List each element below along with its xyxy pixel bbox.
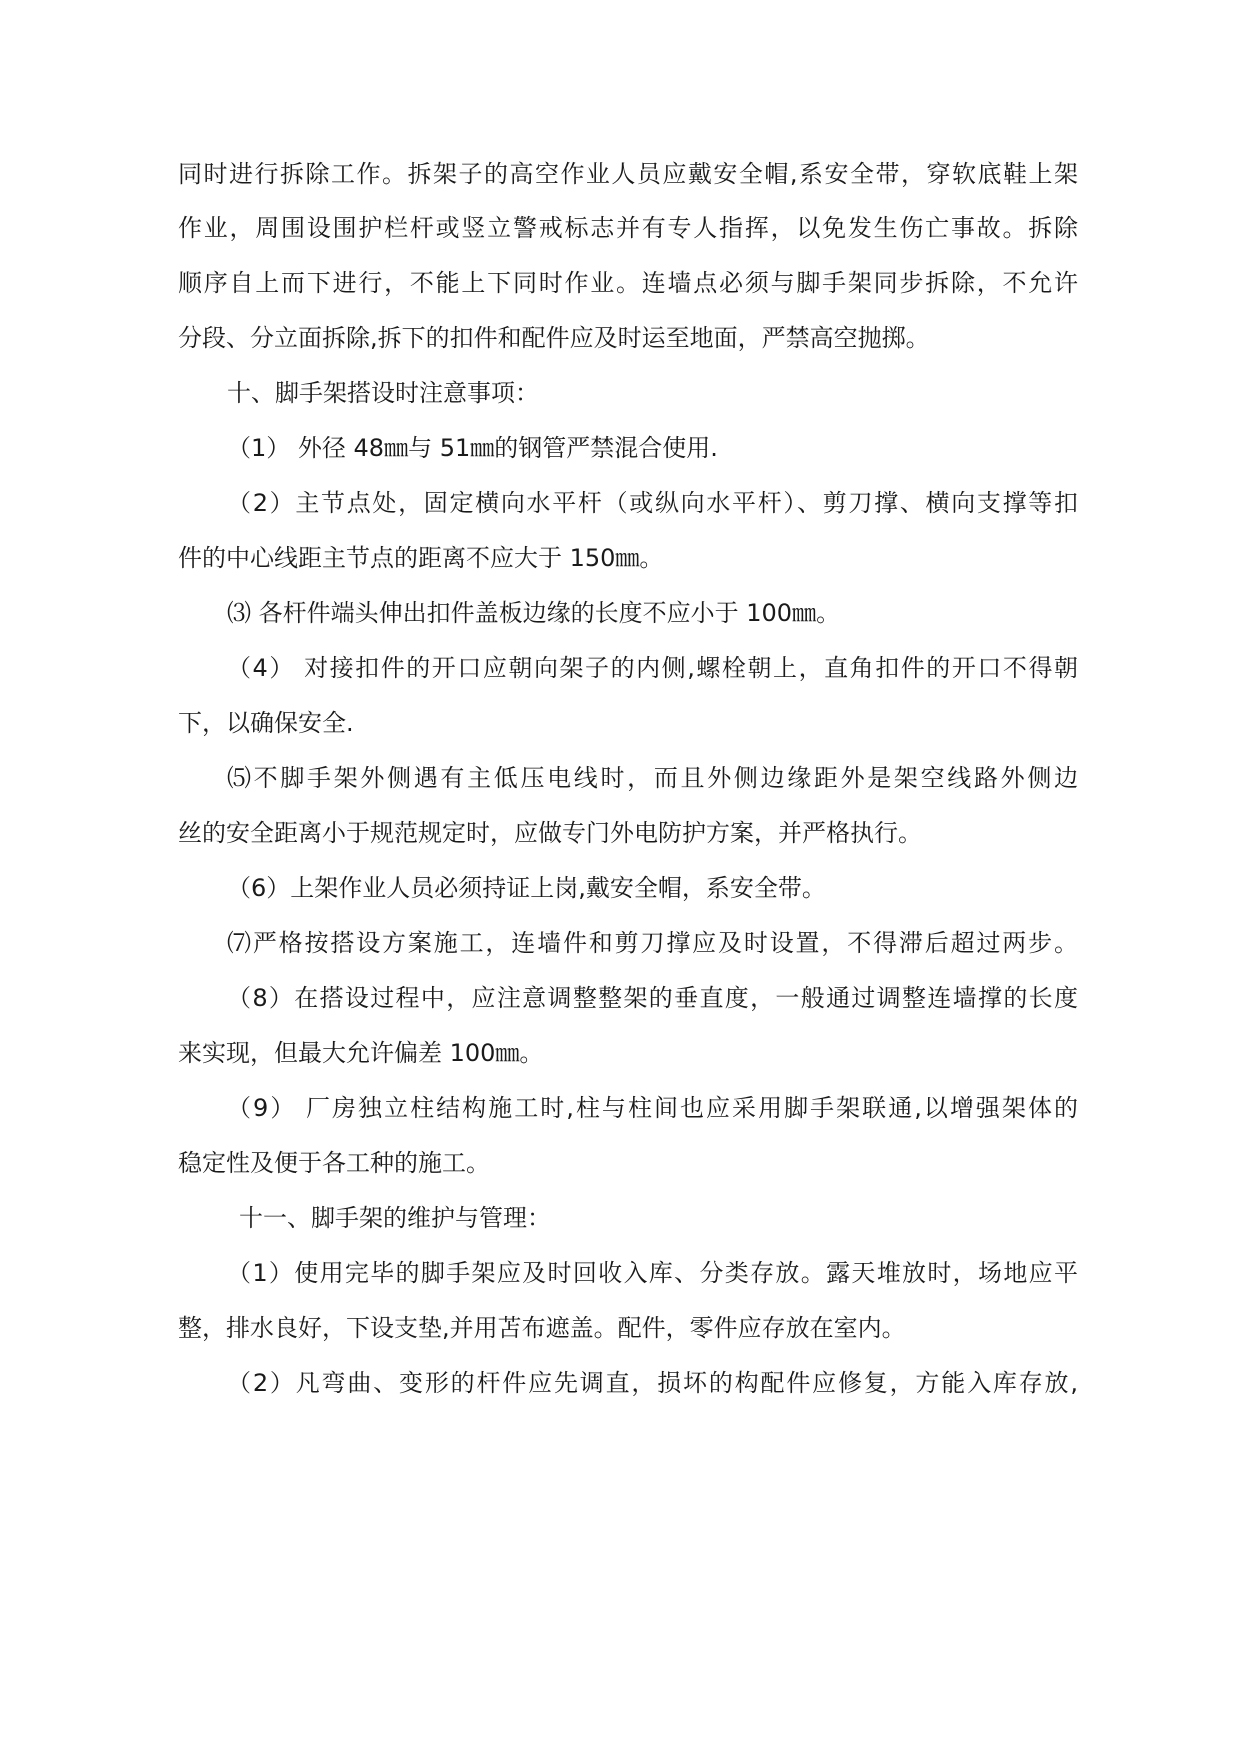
paragraph-line: 同时进行拆除工作。拆架子的高空作业人员应戴安全帽,系安全带，穿软底鞋上架 [178, 160, 1078, 188]
list-item: （1）使用完毕的脚手架应及时回收入库、分类存放。露天堆放时，场地应平 [227, 1259, 1078, 1287]
paragraph-line: 件的中心线距主节点的距离不应大于 150㎜。 [178, 544, 664, 572]
paragraph-line: 稳定性及便于各工种的施工。 [178, 1149, 490, 1177]
paragraph-line: 丝的安全距离小于规范规定时，应做专门外电防护方案，并严格执行。 [178, 819, 922, 847]
list-item: （4） 对接扣件的开口应朝向架子的内侧,螺栓朝上，直角扣件的开口不得朝 [227, 654, 1078, 682]
section-heading: 十、脚手架搭设时注意事项： [227, 379, 539, 407]
paragraph-line: 整，排水良好，下设支垫,并用苫布遮盖。配件，零件应存放在室内。 [178, 1314, 906, 1342]
list-item: （2）凡弯曲、变形的杆件应先调直，损坏的构配件应修复，方能入库存放, [227, 1369, 1078, 1397]
list-item: （8）在搭设过程中，应注意调整整架的垂直度，一般通过调整连墙撑的长度 [227, 984, 1078, 1012]
list-item: ⑸不脚手架外侧遇有主低压电线时，而且外侧边缘距外是架空线路外侧边 [227, 764, 1078, 792]
paragraph-line: 分段、分立面拆除,拆下的扣件和配件应及时运至地面，严禁高空抛掷。 [178, 324, 930, 352]
list-item: （6）上架作业人员必须持证上岗,戴安全帽，系安全带。 [227, 874, 826, 902]
section-heading: 十一、脚手架的维护与管理： [239, 1204, 551, 1232]
paragraph-line: 来实现，但最大允许偏差 100㎜。 [178, 1039, 544, 1067]
list-item: （1） 外径 48㎜与 51㎜的钢管严禁混合使用. [227, 434, 718, 462]
paragraph-line: 顺序自上而下进行，不能上下同时作业。连墙点必须与脚手架同步拆除，不允许 [178, 269, 1078, 297]
list-item: （9） 厂房独立柱结构施工时,柱与柱间也应采用脚手架联通,以增强架体的 [227, 1094, 1078, 1122]
paragraph-line: 作业，周围设围护栏杆或竖立警戒标志并有专人指挥，以免发生伤亡事故。拆除 [178, 214, 1078, 242]
paragraph-line: 下，以确保安全. [178, 709, 354, 737]
list-item: ⑶ 各杆件端头伸出扣件盖板边缘的长度不应小于 100㎜。 [227, 599, 841, 627]
list-item: （2）主节点处，固定横向水平杆（或纵向水平杆）、剪刀撑、横向支撑等扣 [227, 489, 1078, 517]
list-item: ⑺严格按搭设方案施工，连墙件和剪刀撑应及时设置，不得滞后超过两步。 [227, 929, 1078, 957]
